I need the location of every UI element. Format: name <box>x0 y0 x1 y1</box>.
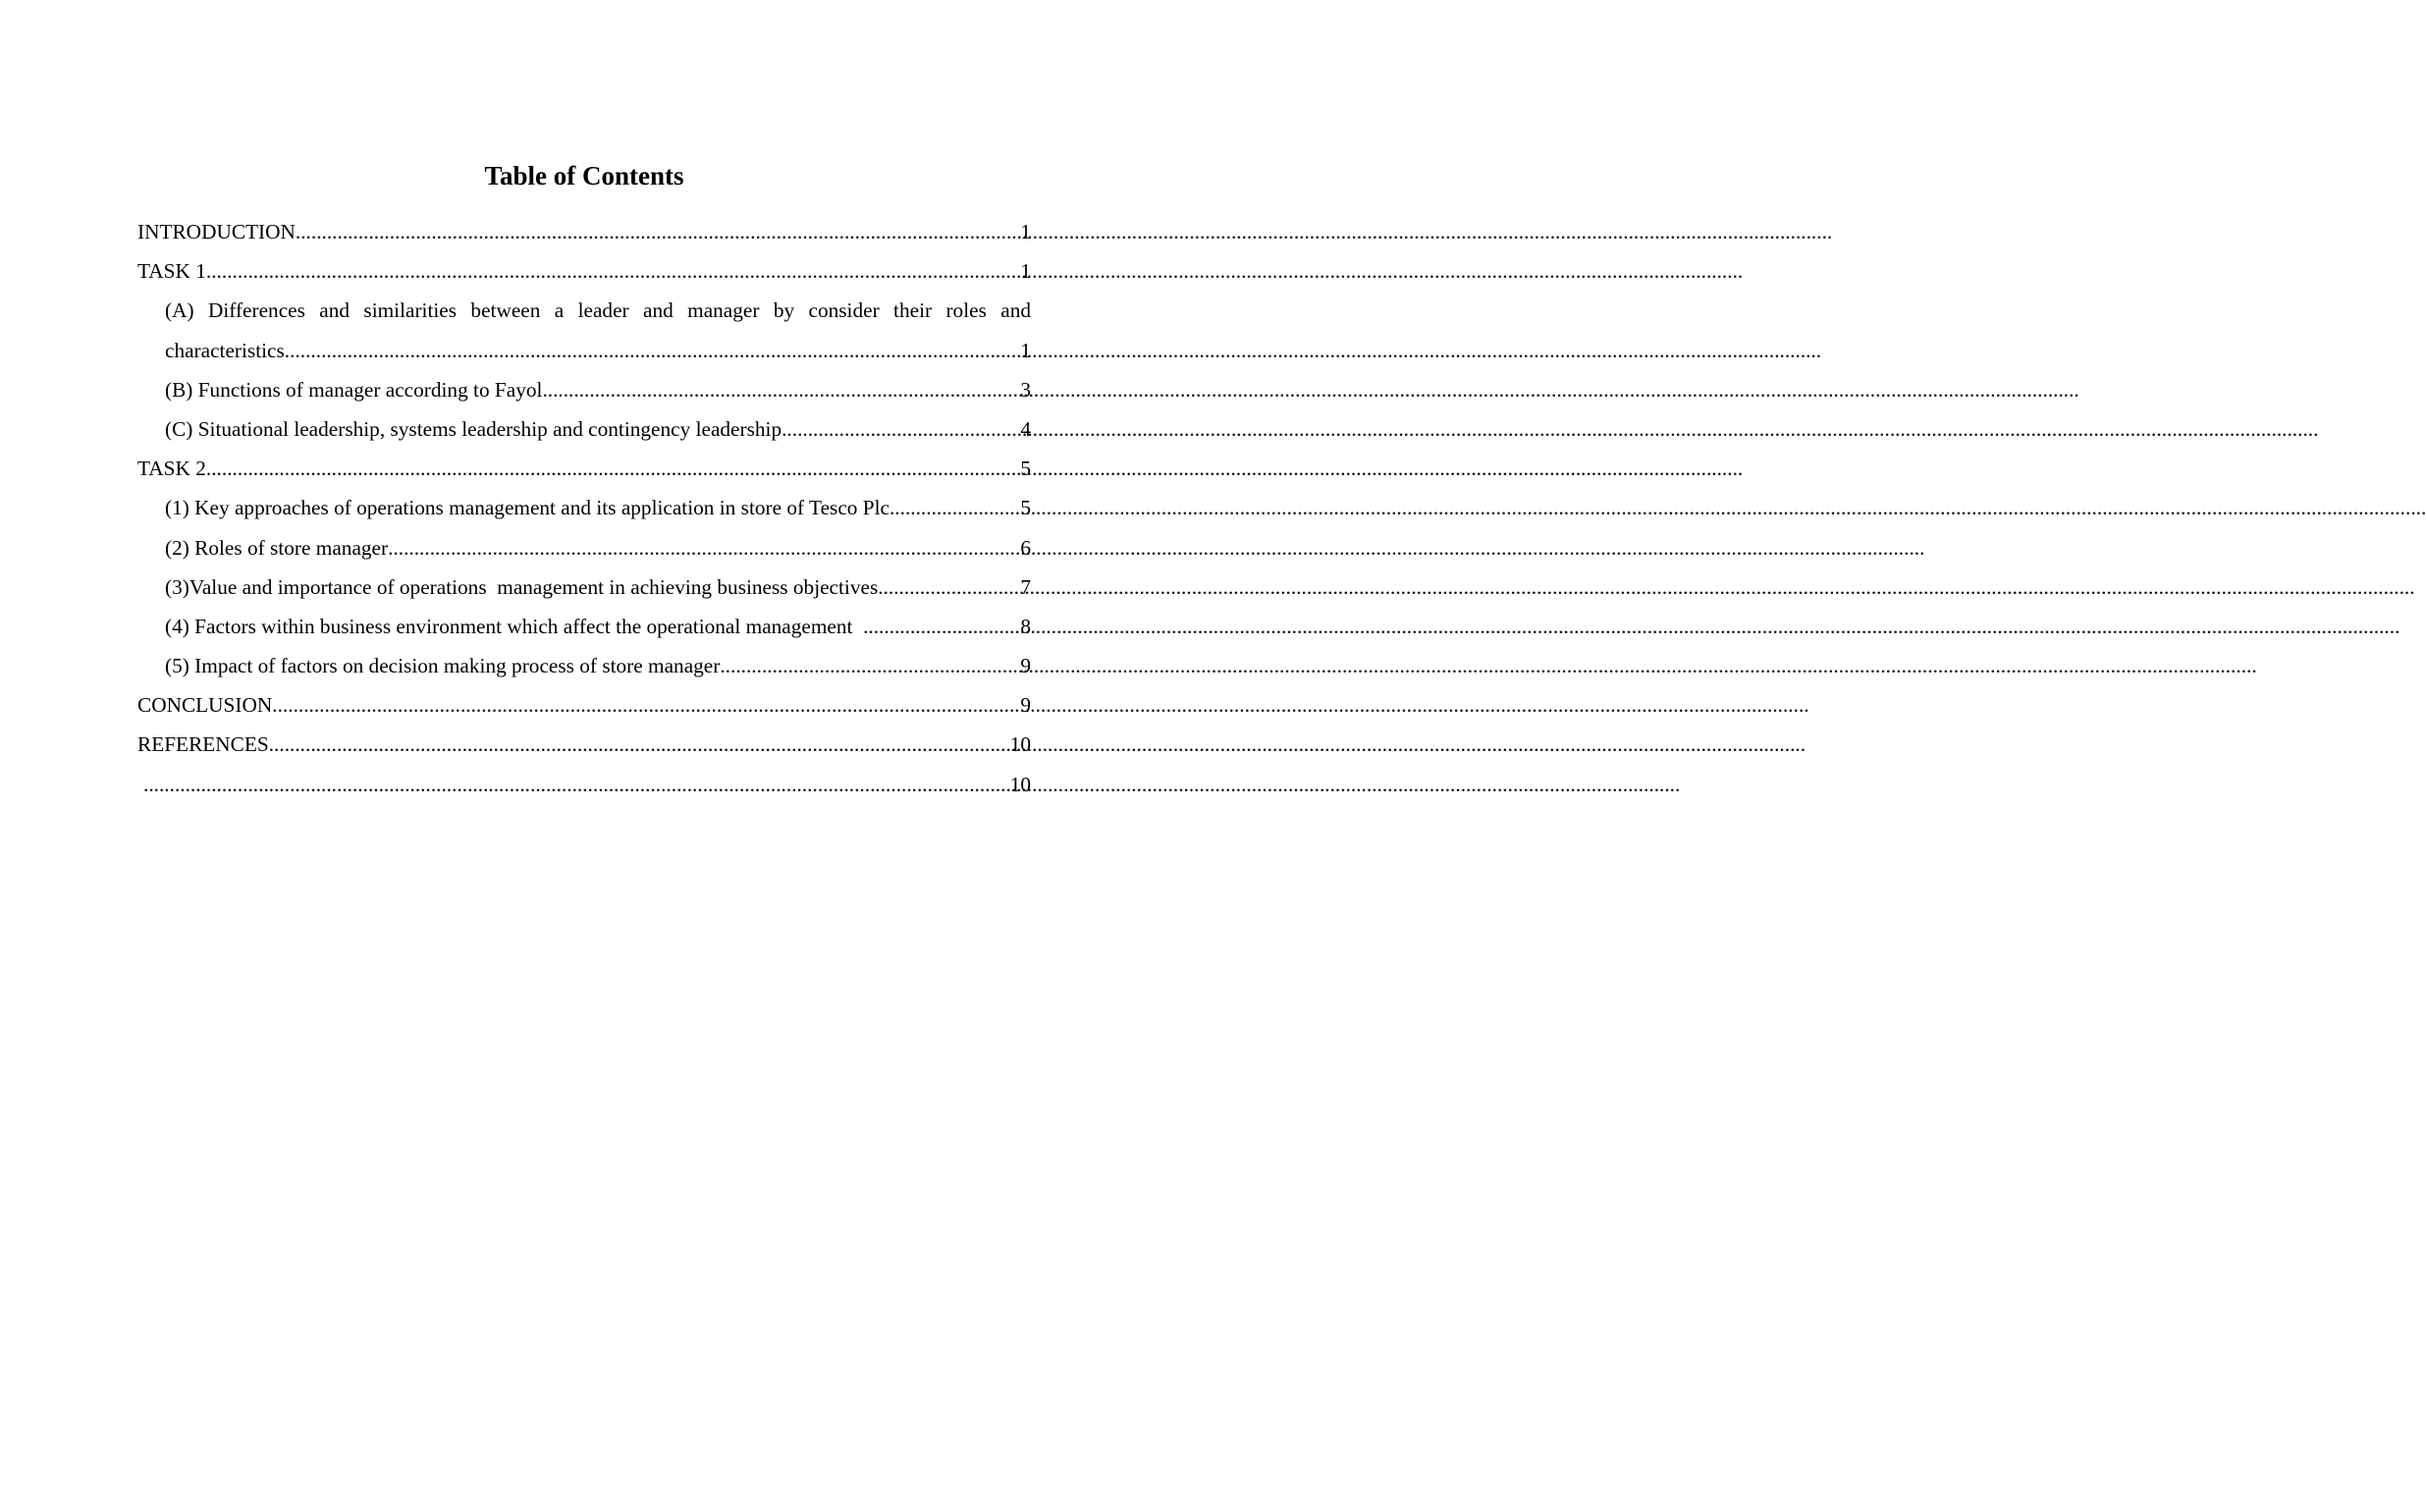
toc-entry-task-2[interactable] <box>137 449 1031 488</box>
toc-entry-label: characteristics <box>165 338 285 362</box>
toc-page-number: 10 <box>1009 772 1031 796</box>
dot-leader <box>137 765 1010 804</box>
toc-page-number: 9 <box>1020 654 1031 678</box>
toc-entry-label: (3)Value and importance of operations management in achieving business objectives <box>165 574 879 599</box>
toc-entry-label: REFERENCES <box>137 732 269 757</box>
dot-leader <box>206 251 1020 291</box>
dot-leader <box>890 488 1020 527</box>
toc-entry-label: (5) Impact of factors on decision making process of store manager <box>165 654 721 678</box>
toc-entry-label: (C) Situational leadership, systems leadership and contingency leadership <box>165 416 782 441</box>
toc-entry-conclusion[interactable] <box>137 685 1031 725</box>
dot-leader <box>863 607 1020 646</box>
toc-entry-label: TASK 1 <box>137 259 206 284</box>
toc-entry-2[interactable] <box>137 528 1031 567</box>
dot-leader <box>269 725 1010 764</box>
toc-entry-label: (4) Factors within business environment which affect the operational management <box>165 614 864 638</box>
toc-entry-label: (1) Key approaches of operations management and its application in store of Tesco Plc <box>165 496 890 520</box>
toc-page-number: 3 <box>1020 377 1031 402</box>
toc-entry-a-line-2[interactable] <box>137 331 1031 370</box>
dot-leader <box>296 212 1020 251</box>
document-page <box>0 0 1168 1512</box>
toc-entry-label: (B) Functions of manager according to Fayol <box>165 377 543 402</box>
toc-entry-label: TASK 2 <box>137 457 206 481</box>
toc-page-number: 1 <box>1020 220 1031 243</box>
toc-page-number: 6 <box>1020 535 1031 560</box>
dot-leader <box>782 409 1020 449</box>
toc-page-number: 9 <box>1020 693 1031 718</box>
dot-leader <box>285 331 1021 370</box>
toc-page-number: 8 <box>1020 614 1031 638</box>
toc-entry-4[interactable] <box>137 607 1031 646</box>
toc-page-number: 4 <box>1020 416 1031 441</box>
dot-leader <box>272 685 1020 725</box>
toc-entry-a-line-1[interactable]: (A) Differences and similarities between a leader and manager by consider their roles and <box>165 298 1031 323</box>
toc-entry-introduction[interactable] <box>137 212 1031 251</box>
toc-page-number: 1 <box>1020 338 1031 362</box>
dot-leader <box>720 646 1020 685</box>
toc-entry-1[interactable] <box>137 488 1031 527</box>
toc-entry-task-1[interactable] <box>137 251 1031 291</box>
dot-leader <box>388 528 1020 567</box>
toc-entry-c[interactable] <box>137 409 1031 449</box>
toc-page-number: 10 <box>1009 732 1031 757</box>
toc-entry-5[interactable] <box>137 646 1031 685</box>
toc-entry-label: CONCLUSION <box>137 693 273 718</box>
toc-entry-3[interactable] <box>137 567 1031 607</box>
toc-page-number: 7 <box>1020 574 1031 599</box>
toc-entry-unlabeled[interactable] <box>137 765 1031 804</box>
toc-page-number: 1 <box>1020 259 1031 284</box>
toc-entry-label: (2) Roles of store manager <box>165 535 389 560</box>
dot-leader <box>542 370 1020 409</box>
toc-entry-references[interactable] <box>137 725 1031 764</box>
toc-page-number: 5 <box>1020 496 1031 520</box>
toc-page-number: 5 <box>1020 457 1031 481</box>
table-of-contents <box>137 212 1031 804</box>
toc-title: Table of Contents <box>484 161 684 190</box>
dot-leader <box>206 449 1020 488</box>
toc-entry-b[interactable] <box>137 370 1031 409</box>
dot-leader <box>878 567 1020 607</box>
toc-entry-label: INTRODUCTION <box>137 220 296 243</box>
